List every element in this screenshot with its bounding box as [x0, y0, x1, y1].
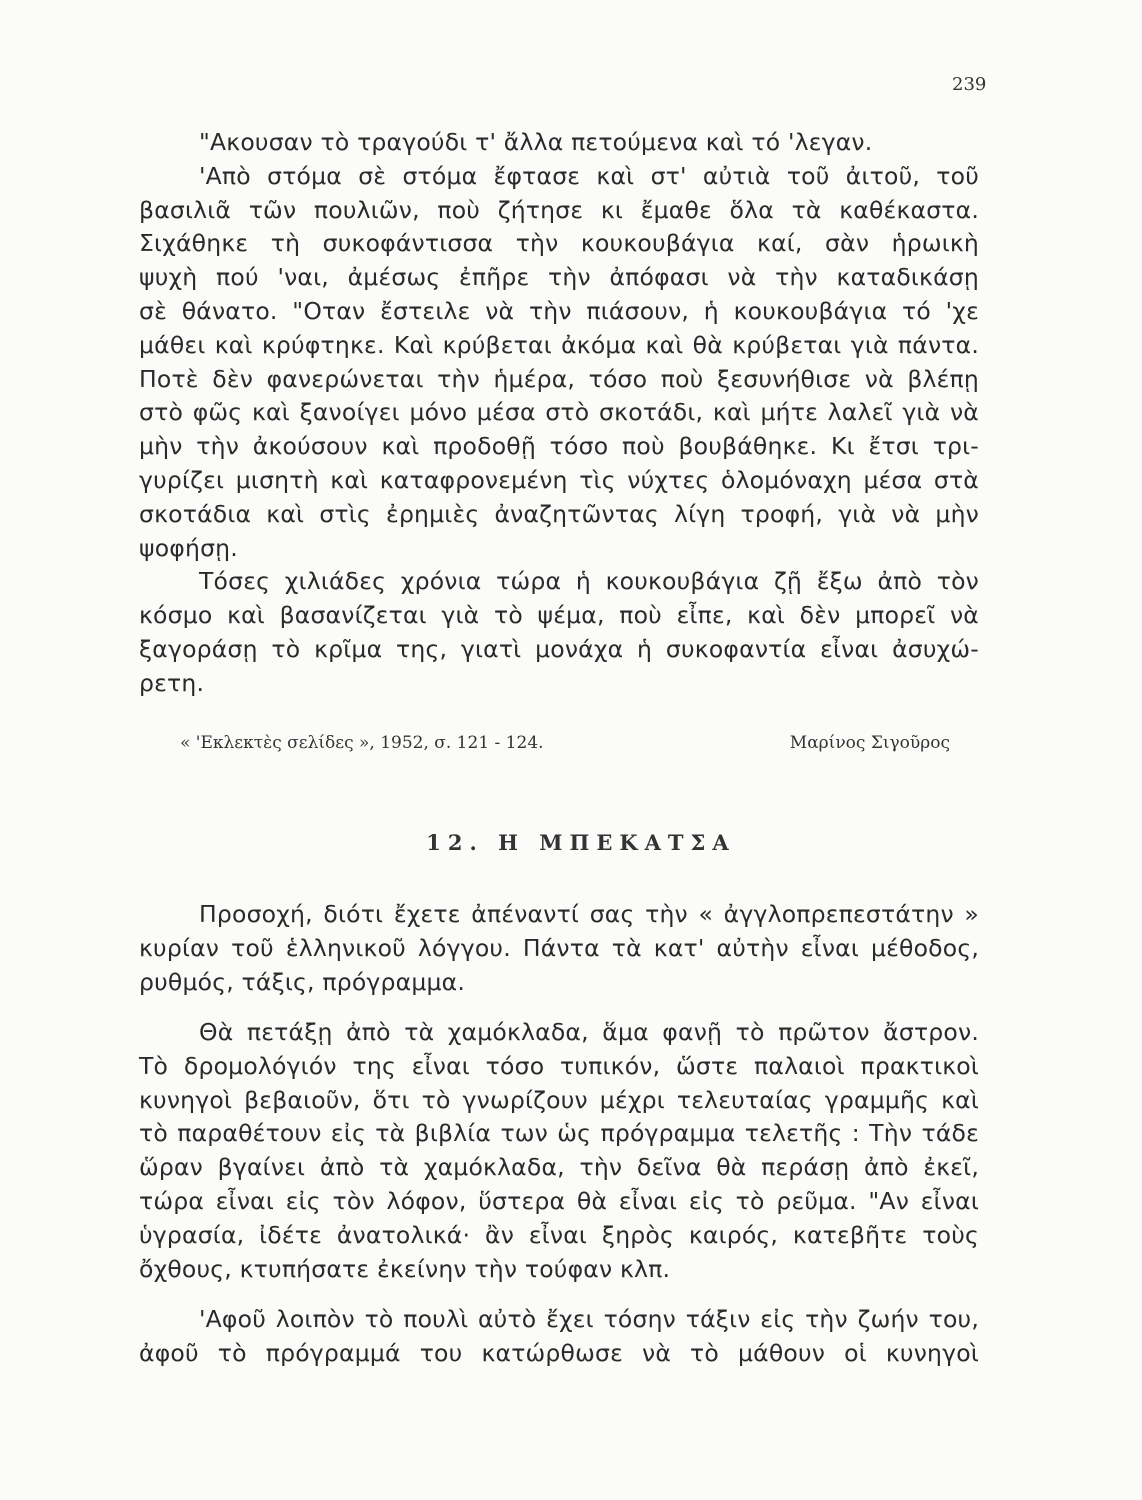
- text-line: ψοφήσῃ.: [139, 533, 238, 562]
- text-line: "Ακουσαν τὸ τραγούδι τ' ἄλλα πετούμενα καὶ τό 'λεγαν.: [199, 128, 873, 156]
- text-line: ἀφοῦ τὸ πρόγραμμά του κατώρθωσε νὰ τὸ μάθουν οἱ κυνηγοὶ: [139, 1338, 979, 1367]
- text-line: μὴν τὴν ἀκούσουν καὶ προδοθῇ τόσο ποὺ βουβάθηκε. Κι ἔτσι τρι-: [139, 432, 979, 461]
- text-line: ὥραν βγαίνει ἀπὸ τὰ χαμόκλαδα, τὴν δεῖνα θὰ περάσῃ ἀπὸ ἐκεῖ,: [139, 1153, 979, 1182]
- text-line: 'Αφοῦ λοιπὸν τὸ πουλὶ αὐτὸ ἔχει τόσην τάξιν εἰς τὴν ζωήν του,: [199, 1305, 979, 1333]
- text-line: Προσοχή, διότι ἔχετε ἀπέναντί σας τὴν « ἀγγλοπρεπεστάτην »: [199, 900, 979, 928]
- text-line: τὸ παραθέτουν εἰς τὰ βιβλία των ὡς πρόγραμμα τελετῆς : Τὴν τάδε: [139, 1119, 979, 1148]
- text-line: σὲ θάνατο. "Οταν ἔστειλε νὰ τὴν πιάσουν, ἡ κουκουβάγια τό 'χε: [139, 296, 979, 325]
- chapter-paragraph-2: [139, 1016, 979, 1286]
- text-line: κυνηγοὶ βεβαιοῦν, ὅτι τὸ γνωρίζουν μέχρι τελευταίας γραμμῆς καὶ: [139, 1085, 979, 1114]
- chapter-heading: 12. Η ΜΠΕΚΑΤΣΑ: [426, 830, 736, 855]
- text-line: 'Απὸ στόμα σὲ στόμα ἔφτασε καὶ στ' αὐτιὰ τοῦ ἀιτοῦ, τοῦ: [199, 161, 979, 190]
- text-line: Τόσες χιλιάδες χρόνια τώρα ἡ κουκουβάγια ζῇ ἔξω ἀπὸ τὸν: [199, 567, 979, 596]
- chapter-paragraph-3: [139, 1303, 979, 1371]
- text-line: κυρίαν τοῦ ἑλληνικοῦ λόγγου. Πάντα τὰ κατ' αὐτὴν εἶναι μέθοδος,: [139, 933, 979, 962]
- text-line: ὄχθους, κτυπήσατε ἐκείνην τὴν τούφαν κλπ.: [139, 1254, 671, 1283]
- text-line: Σιχάθηκε τὴ συκοφάντισσα τὴν κουκουβάγια καί, σὰν ἡρωικὴ: [139, 229, 979, 258]
- text-line: Θὰ πετάξῃ ἀπὸ τὰ χαμόκλαδα, ἅμα φανῇ τὸ πρῶτον ἄστρον.: [199, 1018, 979, 1046]
- text-line: μάθει καὶ κρύφτηκε. Καὶ κρύβεται ἀκόμα καὶ θὰ κρύβεται γιὰ πάντα.: [139, 330, 979, 359]
- citation: [180, 733, 950, 753]
- story-paragraph-1: [139, 126, 979, 701]
- chapter-paragraph-1: [139, 898, 979, 999]
- text-line: ρετη.: [139, 668, 205, 697]
- text-line: τώρα εἶναι εἰς τὸν λόφον, ὕστερα θὰ εἶναι εἰς τὸ ρεῦμα. "Αν εἶναι: [139, 1186, 979, 1215]
- text-line: ὑγρασία, ἰδέτε ἀνατολικά· ἂν εἶναι ξηρὸς καιρός, κατεβῆτε τοὺς: [139, 1220, 979, 1249]
- citation-author: Μαρίνος Σιγοῦρος: [789, 733, 950, 753]
- text-line: γυρίζει μισητὴ καὶ καταφρονεμένη τὶς νύχτες ὁλομόναχη μέσα στὰ: [139, 465, 979, 494]
- text-line: σκοτάδια καὶ στὶς ἐρημιὲς ἀναζητῶντας λίγη τροφή, γιὰ νὰ μὴν: [139, 499, 979, 528]
- text-line: ξαγοράσῃ τὸ κρῖμα της, γιατὶ μονάχα ἡ συκοφαντία εἶναι ἀσυχώ-: [139, 634, 979, 663]
- text-line: βασιλιᾶ τῶν πουλιῶν, ποὺ ζήτησε κι ἔμαθε ὅλα τὰ καθέκαστα.: [139, 195, 979, 224]
- text-line: στὸ φῶς καὶ ξανοίγει μόνο μέσα στὸ σκοτάδι, καὶ μήτε λαλεῖ γιὰ νὰ: [139, 398, 979, 427]
- text-line: Ποτὲ δὲν φανερώνεται τὴν ἡμέρα, τόσο ποὺ ξεσυνήθισε νὰ βλέπῃ: [139, 364, 979, 393]
- text-line: Τὸ δρομολόγιόν της εἶναι τόσο τυπικόν, ὥστε παλαιοὶ πρακτικοὶ: [139, 1051, 979, 1080]
- text-line: κόσμο καὶ βασανίζεται γιὰ τὸ ψέμα, ποὺ εἶπε, καὶ δὲν μπορεῖ νὰ: [139, 601, 979, 630]
- citation-source: « 'Εκλεκτὲς σελίδες », 1952, σ. 121 - 124.: [180, 733, 544, 753]
- text-line: ψυχὴ πού 'ναι, ἀμέσως ἐπῆρε τὴν ἀπόφασι νὰ τὴν καταδικάσῃ: [139, 263, 979, 292]
- text-line: ρυθμός, τάξις, πρόγραμμα.: [139, 967, 466, 996]
- page-number: 239: [952, 74, 987, 95]
